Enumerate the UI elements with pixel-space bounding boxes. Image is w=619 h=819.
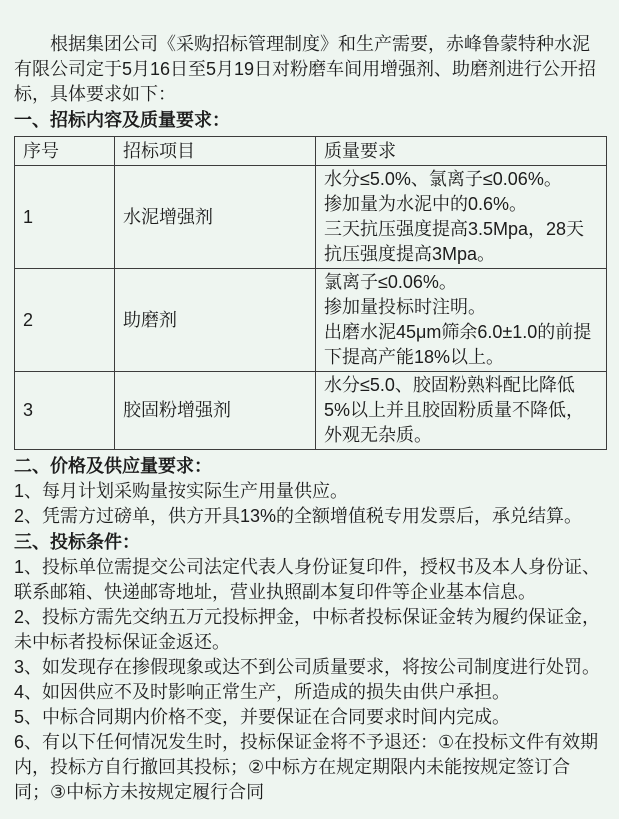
requirement-line: 出磨水泥45μm筛余6.0±1.0的前提下提高产能18%以上。 xyxy=(324,322,592,367)
intro-paragraph: 根据集团公司《采购招标管理制度》和生产需要，赤峰鲁蒙特种水泥有限公司定于5月16日至5月19日对粉磨车间用增强剂、助磨剂进行公开招标，具体要求如下： xyxy=(14,34,597,104)
bid-condition-item: 1、投标单位需提交公司法定代表人身份证复印件，授权书及本人身份证、联系邮箱、快递邮寄地址，营业执照副本复印件等企业基本信息。 xyxy=(14,557,601,602)
bid-condition-item: 4、如因供应不及时影响正常生产，所造成的损失由供户承担。 xyxy=(14,682,511,702)
cell-quality-requirements xyxy=(316,269,607,372)
table-header-row xyxy=(15,137,607,166)
bid-condition-item: 3、如发现存在掺假现象或达不到公司质量要求，将按公司制度进行处罚。 xyxy=(14,657,601,677)
cell-bid-item: 助磨剂 xyxy=(115,269,316,372)
table-row xyxy=(15,269,607,372)
cell-bid-item: 水泥增强剂 xyxy=(115,166,316,269)
section-price-items xyxy=(14,479,605,529)
requirement-line: 掺加量投标时注明。 xyxy=(324,297,486,317)
requirement-line: 掺加量为水泥中的0.6%。 xyxy=(324,194,528,214)
column-header-no: 序号 xyxy=(15,137,115,166)
bid-condition-item: 2、投标方需先交纳五万元投标押金，中标者投标保证金转为履约保证金，未中标者投标保证金返还。 xyxy=(14,607,601,652)
cell-row-number: 3 xyxy=(15,372,115,450)
requirement-line: 三天抗压强度提高3.5Mpa，28天抗压强度提高3Mpa。 xyxy=(324,219,585,264)
requirement-line: 水分≤5.0%、氯离子≤0.06%。 xyxy=(324,169,562,189)
cell-quality-requirements xyxy=(316,372,607,450)
table-row xyxy=(15,166,607,269)
cell-quality-requirements xyxy=(316,166,607,269)
section-conditions-items xyxy=(14,555,605,805)
requirement-line: 水分≤5.0、胶固粉熟料配比降低5%以上并且胶固粉质量不降低，外观无杂质。 xyxy=(324,375,585,445)
bid-condition-item: 5、中标合同期内价格不变，并要保证在合同要求时间内完成。 xyxy=(14,707,511,727)
section-conditions-heading: 三、投标条件： xyxy=(14,532,140,552)
bid-condition-item: 6、有以下任何情况发生时，投标保证金将不予退还：①在投标文件有效期内，投标方自行撤回其投标；②中标方在规定期限内未能按规定签订合同；③中标方未按规定履行合同 xyxy=(14,732,599,802)
section-price-heading: 二、价格及供应量要求： xyxy=(14,456,212,476)
price-requirement-item: 2、凭需方过磅单，供方开具13%的全额增值税专用发票后，承兑结算。 xyxy=(14,506,583,526)
cell-bid-item: 胶固粉增强剂 xyxy=(115,372,316,450)
column-header-item: 招标项目 xyxy=(115,137,316,166)
cell-row-number: 2 xyxy=(15,269,115,372)
requirements-table-body xyxy=(15,166,607,450)
requirement-line: 氯离子≤0.06%。 xyxy=(324,272,457,292)
price-requirement-item: 1、每月计划采购量按实际生产用量供应。 xyxy=(14,481,349,501)
section-bidding-heading: 一、招标内容及质量要求： xyxy=(14,110,230,130)
table-row xyxy=(15,372,607,450)
requirements-table xyxy=(14,136,607,450)
cell-row-number: 1 xyxy=(15,166,115,269)
column-header-requirements: 质量要求 xyxy=(316,137,607,166)
